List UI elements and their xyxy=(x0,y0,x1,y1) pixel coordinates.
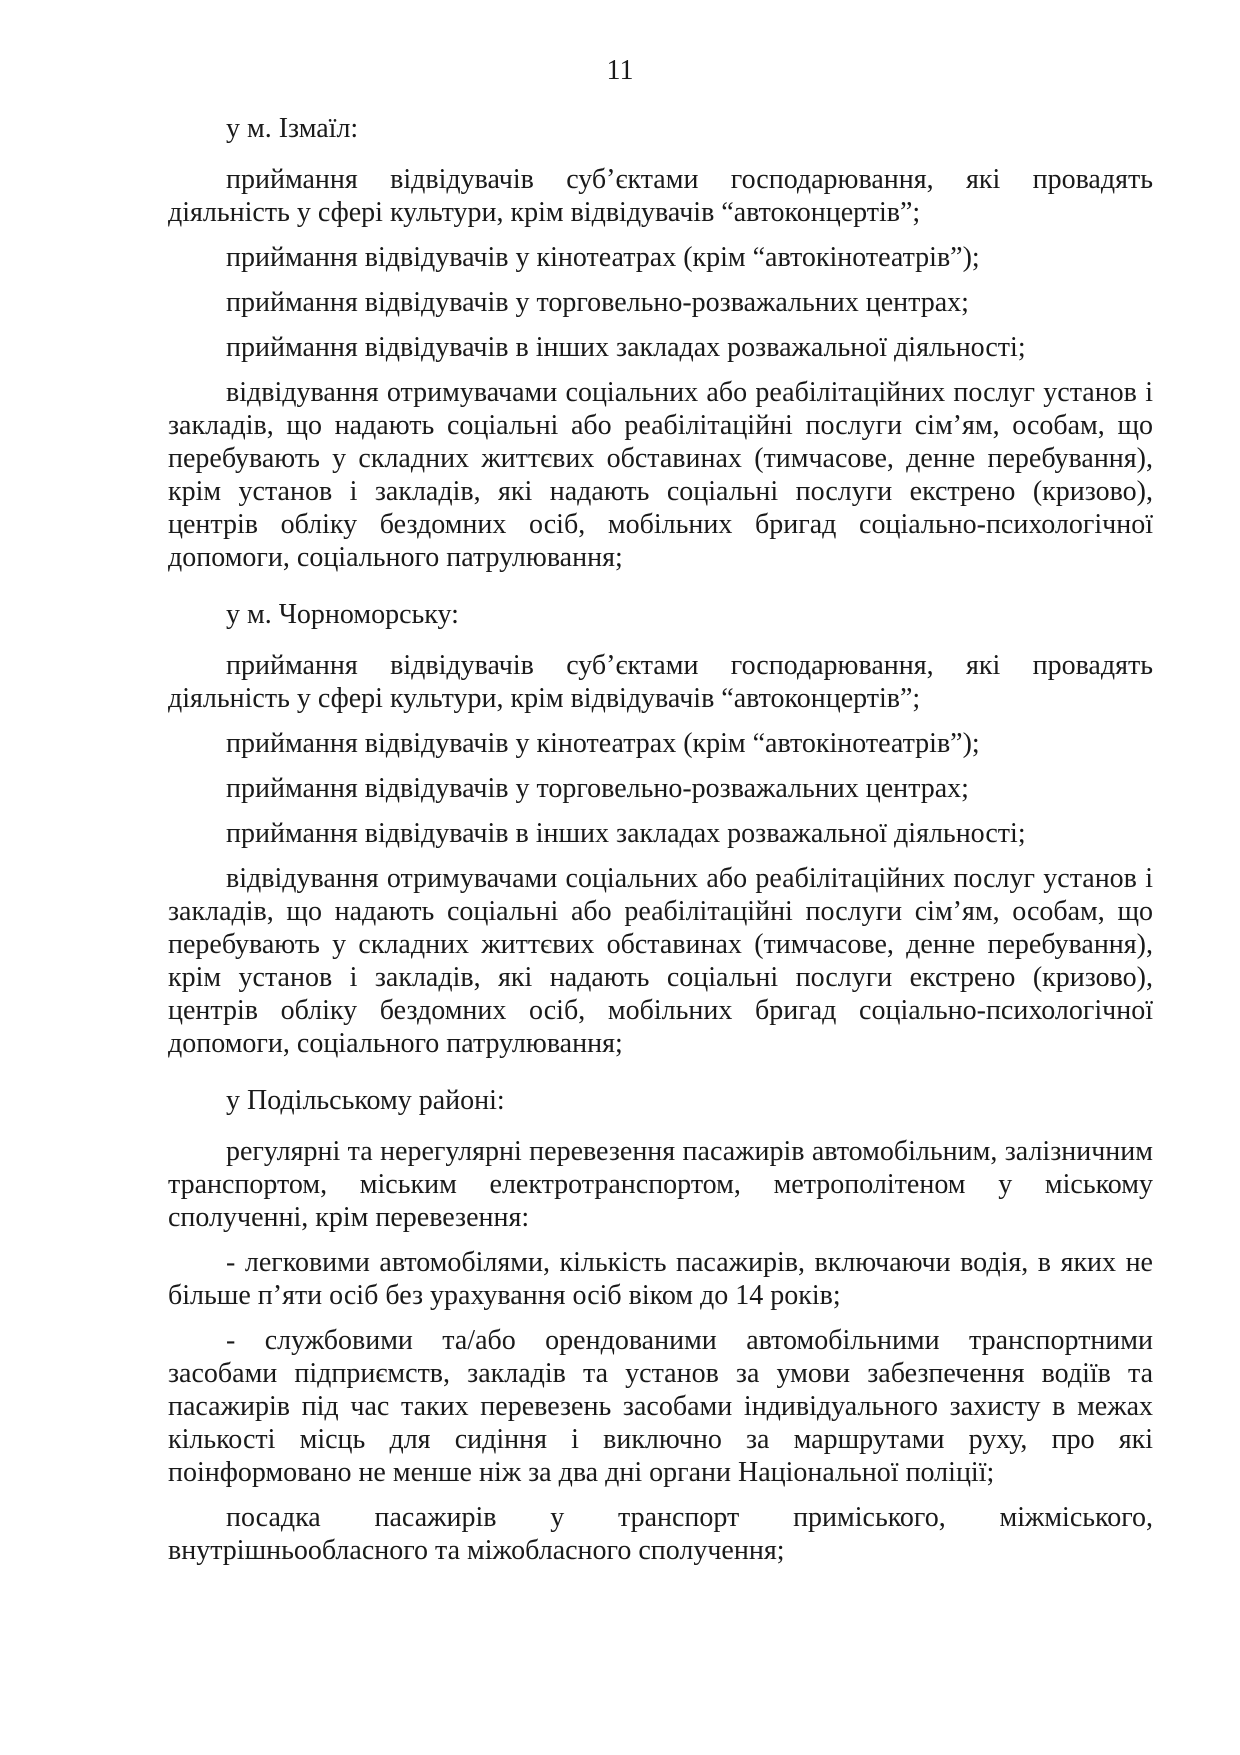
paragraph: приймання відвідувачів суб’єктами господарювання, які провадять діяльність у сфері культури, крім відвідувачів “автоконцертів”; xyxy=(168,164,1153,228)
paragraph: відвідування отримувачами соціальних або реабілітаційних послуг установ і закладів, що надають соціальні або реабілітаційні послуги сім’ям, особам, що перебувають у складних життєвих обставинах (тимчасове, денне перебування), крім установ і закладів, які надають соціальні послуги екстрено (кризово), центрів обліку бездомних осіб, мобільних бригад соціально-психологічної допомоги, соціального патрулювання; xyxy=(168,377,1153,573)
paragraph: відвідування отримувачами соціальних або реабілітаційних послуг установ і закладів, що надають соціальні або реабілітаційні послуги сім’ям, особам, що перебувають у складних життєвих обставинах (тимчасове, денне перебування), крім установ і закладів, які надають соціальні послуги екстрено (кризово), центрів обліку бездомних осіб, мобільних бригад соціально-психологічної допомоги, соціального патрулювання; xyxy=(168,863,1153,1059)
section-heading-chornomorsk: у м. Чорноморську: xyxy=(226,599,459,630)
section-heading-podilskyi: у Подільському районі: xyxy=(226,1085,505,1116)
paragraph: приймання відвідувачів в інших закладах розважальної діяльності; xyxy=(226,332,1026,363)
page-number: 11 xyxy=(606,55,634,86)
document-body xyxy=(168,112,1153,1579)
paragraph: приймання відвідувачів у торговельно-розважальних центрах; xyxy=(226,287,969,318)
paragraph: приймання відвідувачів у кінотеатрах (крім “автокінотеатрів”); xyxy=(226,728,980,759)
paragraph: приймання відвідувачів у торговельно-розважальних центрах; xyxy=(226,773,969,804)
paragraph: приймання відвідувачів в інших закладах розважальної діяльності; xyxy=(226,818,1026,849)
paragraph: посадка пасажирів у транспорт приміського, міжміського, внутрішньообласного та міжобласного сполучення; xyxy=(168,1502,1153,1566)
paragraph: приймання відвідувачів суб’єктами господарювання, які провадять діяльність у сфері культури, крім відвідувачів “автоконцертів”; xyxy=(168,650,1153,714)
paragraph: - легковими автомобілями, кількість пасажирів, включаючи водія, в яких не більше п’яти осіб без урахування осіб віком до 14 років; xyxy=(168,1247,1153,1311)
paragraph: приймання відвідувачів у кінотеатрах (крім “автокінотеатрів”); xyxy=(226,242,980,273)
section-heading-izmail: у м. Ізмаїл: xyxy=(226,113,359,144)
paragraph: регулярні та нерегулярні перевезення пасажирів автомобільним, залізничним транспортом, міським електротранспортом, метрополітеном у міському сполученні, крім перевезення: xyxy=(168,1136,1153,1233)
paragraph: - службовими та/або орендованими автомобільними транспортними засобами підприємств, закладів та установ за умови забезпечення водіїв та пасажирів під час таких перевезень засобами індивідуального захисту в межах кількості місць для сидіння і виключно за маршрутами руху, про які поінформовано не менше ніж за два дні органи Національної поліції; xyxy=(168,1325,1153,1488)
